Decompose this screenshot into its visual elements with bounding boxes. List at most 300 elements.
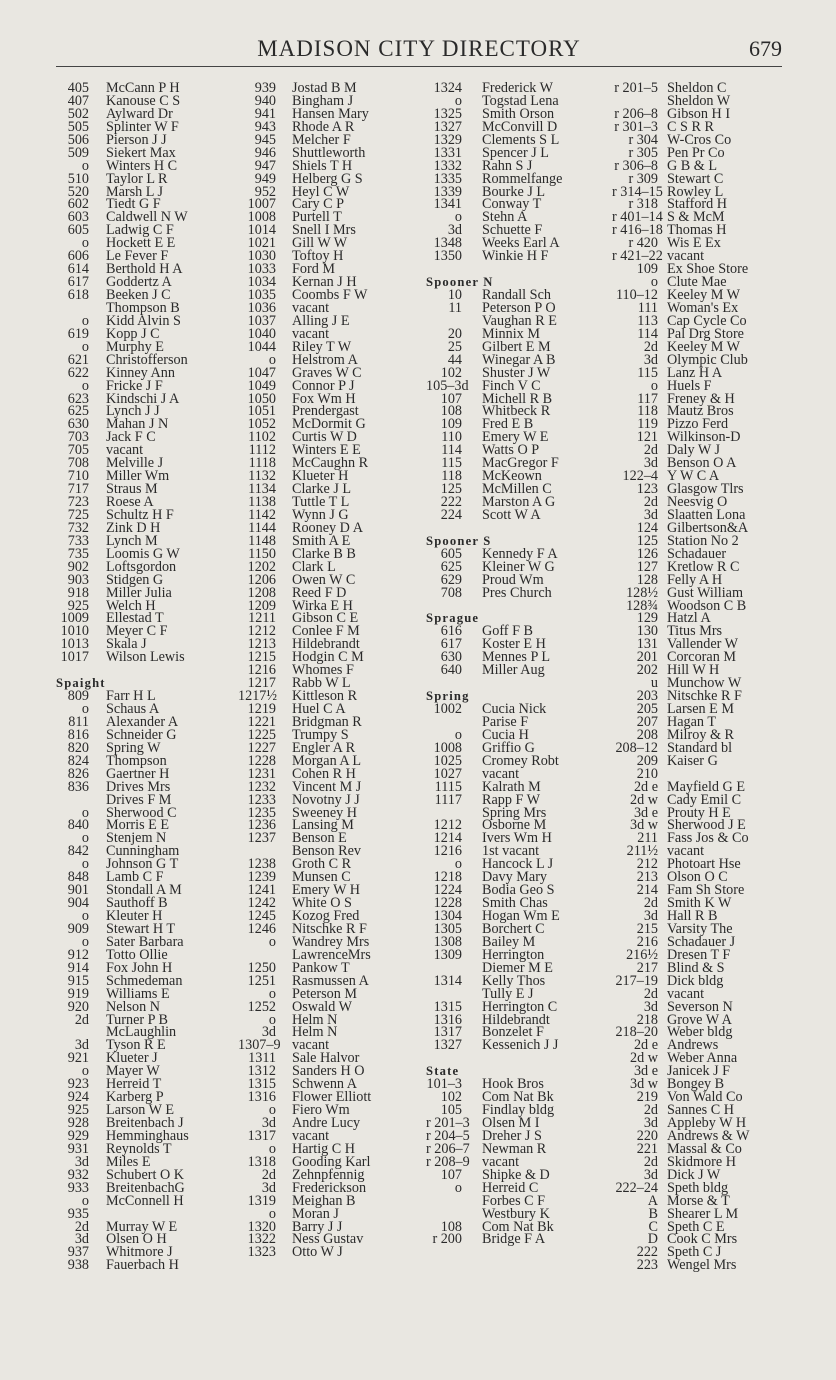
resident-name: Rhode A R (292, 118, 355, 135)
resident-name: Freney & H (667, 390, 735, 407)
house-number: 840 (67, 817, 89, 834)
resident-name: Cucia Nick (482, 701, 547, 717)
house-number: o (268, 985, 276, 1002)
house-number: 1228 (247, 752, 276, 769)
resident-name: Alexander A (106, 713, 179, 730)
resident-name: Groth C R (292, 856, 352, 873)
house-number: 1317 (247, 1127, 276, 1144)
resident-name: Keeley M W (667, 287, 741, 303)
resident-name: Spring Mrs (482, 804, 547, 821)
house-number: 114 (637, 325, 658, 342)
resident-name: Cary C P (292, 196, 345, 213)
house-number: 3d (643, 455, 658, 472)
house-number: o (81, 1063, 89, 1080)
house-number: 1317 (433, 1024, 462, 1041)
resident-name: Le Fever F (106, 248, 169, 265)
resident-name: Curtis W D (292, 429, 357, 446)
house-number: 921 (67, 1050, 89, 1067)
house-number: o (81, 338, 89, 355)
resident-name: Farr H L (106, 688, 156, 705)
resident-name: Aylward Dr (106, 105, 173, 122)
house-number: 623 (67, 390, 89, 407)
resident-name: Meighan B (292, 1192, 356, 1209)
house-number: 1010 (60, 623, 89, 640)
resident-name: vacant (292, 299, 330, 316)
directory-entry (426, 1039, 612, 1052)
resident-name: Meyer C F (106, 623, 168, 640)
house-number: r 301–3 (614, 118, 658, 135)
house-number: 1040 (247, 325, 276, 342)
house-number: 1117 (434, 791, 462, 808)
resident-name: Fox John H (106, 959, 173, 976)
resident-name: Kindschi J A (106, 390, 180, 407)
resident-name: W-Cros Co (667, 131, 732, 148)
resident-name: Cromey Robt (482, 752, 559, 769)
resident-name: Williams E (106, 985, 170, 1002)
house-number: 217 (636, 959, 658, 976)
resident-name: Clute Mae (667, 274, 727, 291)
house-number: o (650, 377, 658, 394)
house-number: 1036 (247, 299, 276, 316)
resident-name: vacant (292, 325, 330, 342)
resident-name: Hemminghaus (106, 1127, 189, 1144)
house-number: 1033 (247, 261, 276, 278)
resident-name: Benson Rev (292, 843, 361, 860)
house-number: 1332 (433, 157, 462, 174)
resident-name: Tyson R E (106, 1037, 166, 1054)
resident-name: Otto W J (292, 1244, 343, 1261)
resident-name: Fricke J F (106, 377, 163, 394)
house-number: r 318 (628, 196, 658, 213)
resident-name: vacant (106, 442, 144, 459)
resident-name: Sherwood J E (667, 817, 746, 834)
house-number: 1214 (433, 830, 462, 847)
house-number: 826 (67, 765, 89, 782)
house-number: 107 (440, 390, 462, 407)
house-number: o (454, 1179, 462, 1196)
house-number: 1025 (433, 752, 462, 769)
house-number: 216 (636, 933, 658, 950)
house-number: 617 (67, 274, 89, 291)
resident-name: Kernan J H (292, 274, 357, 291)
house-number: 131 (636, 636, 658, 653)
directory-column-2 (238, 82, 426, 1259)
resident-name: Zink D H (106, 519, 161, 536)
resident-name: Newman R (482, 1140, 547, 1157)
house-number: 1047 (247, 364, 276, 381)
resident-name: Olsen O H (106, 1231, 167, 1248)
resident-name: Speth C J (667, 1244, 722, 1261)
resident-name: Mautz Bros (667, 403, 734, 420)
house-number: 903 (67, 571, 89, 588)
resident-name: Speth C E (667, 1218, 725, 1235)
resident-name: Barry J J (292, 1218, 343, 1235)
house-number: 703 (67, 429, 89, 446)
resident-name: Borchert C (482, 920, 545, 937)
house-number: 1237 (247, 830, 276, 847)
resident-name: Thompson B (106, 299, 180, 316)
resident-name: Cucia H (482, 726, 529, 743)
resident-name: Welch H (106, 597, 156, 614)
house-number: 1002 (433, 701, 462, 717)
house-number: 1134 (248, 481, 276, 498)
resident-name: Dresen T F (667, 946, 731, 963)
resident-name: Ellestad T (106, 610, 164, 627)
resident-name: Randall Sch (482, 287, 551, 303)
resident-name: Schultz H F (106, 506, 174, 523)
resident-name: Kozog Fred (292, 908, 360, 924)
house-number: 809 (67, 688, 89, 705)
page-header (56, 36, 782, 68)
resident-name: Clarke J L (292, 481, 352, 498)
resident-name: Klueter H (292, 468, 349, 485)
resident-name: Fauerbach H (106, 1257, 179, 1274)
house-number: 1323 (247, 1244, 276, 1261)
resident-name: Ness Gustav (292, 1231, 364, 1248)
resident-name: vacant (667, 985, 705, 1002)
resident-name: McConvill D (482, 118, 558, 135)
resident-name: Fam Sh Store (667, 882, 745, 899)
resident-name: vacant (292, 1037, 330, 1054)
resident-name: Wilson Lewis (106, 649, 185, 666)
resident-name: Hildebrandt (292, 636, 360, 653)
directory-column-4 (612, 82, 782, 1272)
house-number: 945 (254, 131, 276, 148)
house-number: 616 (440, 623, 462, 640)
house-number: 909 (67, 920, 89, 937)
resident-name: Siekert Max (106, 144, 176, 161)
house-number: 3d (643, 908, 658, 924)
resident-name: Whitmore J (106, 1244, 173, 1261)
resident-name: MacGregor F (482, 455, 559, 472)
house-number: 842 (67, 843, 89, 860)
house-number: 121 (636, 429, 658, 446)
house-number: 101–3 (426, 1076, 462, 1093)
resident-name: Helberg G S (292, 170, 363, 187)
resident-name: Fox Wm H (292, 390, 356, 407)
house-number: 211½ (626, 843, 658, 860)
resident-name: Kaiser G (667, 752, 718, 769)
resident-name: Sheldon C (667, 80, 727, 96)
resident-name: Schmedeman (106, 972, 183, 989)
resident-name: Skidmore H (667, 1153, 736, 1170)
house-number: 109 (440, 416, 462, 433)
resident-name: Vallender W (667, 636, 739, 653)
house-number: 1316 (247, 1089, 276, 1106)
resident-name: Smith Chas (482, 895, 548, 912)
directory-entry (426, 664, 612, 677)
house-number: 1013 (60, 636, 89, 653)
resident-name: Coombs F W (292, 287, 368, 303)
resident-name: Helm N (292, 1011, 338, 1028)
resident-name: Miles E (106, 1153, 151, 1170)
resident-name: Engler A R (292, 739, 356, 756)
house-number: 207 (636, 713, 658, 730)
resident-name: Weber Anna (667, 1050, 738, 1067)
resident-name: Bourke J L (482, 183, 546, 200)
resident-name: Bailey M (482, 933, 536, 950)
house-number: 2d (643, 1102, 658, 1119)
house-number: 2d (643, 1153, 658, 1170)
house-number: 919 (67, 985, 89, 1002)
house-number: o (81, 933, 89, 950)
house-number: 941 (254, 105, 276, 122)
resident-name: Shiels T H (292, 157, 353, 174)
resident-name: Nitschke R F (292, 920, 367, 937)
resident-name: Dick bldg (667, 972, 724, 989)
resident-name: Peterson M (292, 985, 358, 1002)
house-number: 1308 (433, 933, 462, 950)
resident-name: Herreid C (482, 1179, 539, 1196)
resident-name: Shuster J W (482, 364, 551, 381)
resident-name: S & McM (667, 209, 725, 226)
house-number: 1217 (247, 675, 276, 692)
house-number: o (81, 908, 89, 924)
resident-name: Vincent M J (292, 778, 362, 795)
house-number: 618 (67, 287, 89, 303)
resident-name: LawrenceMrs (292, 946, 371, 963)
resident-name: Reynolds T (106, 1140, 172, 1157)
resident-name: Schwenn A (292, 1076, 358, 1093)
house-number: 1221 (247, 713, 276, 730)
resident-name: Sweeney H (292, 804, 358, 821)
house-number: r 206–8 (614, 105, 658, 122)
house-number: 1008 (433, 739, 462, 756)
house-number: 1118 (248, 455, 276, 472)
house-number: 210 (636, 765, 658, 782)
house-number: 211 (637, 830, 658, 847)
house-number: 1312 (247, 1063, 276, 1080)
resident-name: Proud Wm (482, 571, 544, 588)
resident-name: Cady Emil C (667, 791, 742, 808)
resident-name: Bridge F A (482, 1231, 546, 1248)
house-number: 1219 (247, 701, 276, 717)
house-number: 1250 (247, 959, 276, 976)
directory-entry (426, 1233, 612, 1246)
resident-name: Novotny J J (292, 791, 360, 808)
resident-name: Photoart Hse (667, 856, 741, 873)
resident-name: Dreher J S (482, 1127, 542, 1144)
house-number: r 421–22 (612, 248, 663, 265)
resident-name: Melville J (106, 455, 164, 472)
resident-name: Grove W A (667, 1011, 732, 1028)
house-number: 820 (67, 739, 89, 756)
resident-name: Com Nat Bk (482, 1218, 554, 1235)
house-number: 128½ (626, 584, 658, 601)
house-number: 902 (67, 558, 89, 575)
resident-name: Westbury K (482, 1205, 550, 1222)
resident-name: Johnson G T (106, 856, 179, 873)
house-number: 1311 (248, 1050, 276, 1067)
house-number: 1327 (433, 118, 462, 135)
resident-name: Winters H C (106, 157, 178, 174)
resident-name: Daly W J (667, 442, 721, 459)
resident-name: Oswald W (292, 998, 353, 1015)
resident-name: vacant (667, 843, 705, 860)
house-number: 126 (636, 545, 658, 562)
resident-name: McMillen C (482, 481, 552, 498)
house-number: 614 (67, 261, 89, 278)
house-number: 218 (636, 1011, 658, 1028)
house-number: 1305 (433, 920, 462, 937)
house-number: 1138 (248, 494, 276, 510)
resident-name: Hansen Mary (292, 105, 369, 122)
house-number: 1132 (248, 468, 276, 485)
resident-name: Osborne M (482, 817, 547, 834)
house-number: 107 (440, 1166, 462, 1183)
house-number: 105–3d (426, 377, 469, 394)
directory-column-1 (56, 82, 231, 1272)
resident-name: Hagan T (667, 713, 716, 730)
house-number: 929 (67, 1127, 89, 1144)
resident-name: Griffio G (482, 739, 535, 756)
house-number: 924 (67, 1089, 89, 1106)
house-number: o (81, 804, 89, 821)
house-number: 1212 (433, 817, 462, 834)
resident-name: Melcher F (292, 131, 351, 148)
house-number: 1217½ (238, 688, 278, 705)
resident-name: Hockett E E (106, 235, 176, 252)
house-number: 506 (67, 131, 89, 148)
house-number: 1150 (248, 545, 276, 562)
house-number: o (81, 157, 89, 174)
resident-name: Finch V C (482, 377, 541, 394)
resident-name: Lanz H A (667, 364, 723, 381)
house-number: 1112 (248, 442, 276, 459)
house-number: 3d (261, 1024, 276, 1041)
resident-name: Gill W W (292, 235, 348, 252)
resident-name: BreitenbachG (106, 1179, 185, 1196)
house-number: o (650, 274, 658, 291)
house-number: 222 (636, 1244, 658, 1261)
resident-name: Andre Lucy (292, 1115, 361, 1131)
resident-name: Marsh L J (106, 183, 164, 200)
house-number: 901 (67, 882, 89, 899)
house-number: r 200 (432, 1231, 462, 1248)
house-number: 2d (643, 338, 658, 355)
directory-entry (426, 584, 612, 601)
resident-name: Prouty H E (667, 804, 731, 821)
house-number: 115 (637, 364, 658, 381)
house-number: 221 (636, 1140, 658, 1157)
house-number: 1030 (247, 248, 276, 265)
house-number: 1008 (247, 209, 276, 226)
resident-name: Glasgow Tlrs (667, 481, 744, 498)
resident-name: Thompson (106, 752, 167, 769)
house-number: 117 (637, 390, 658, 407)
house-number: r 309 (628, 170, 658, 187)
resident-name: Andrews & W (667, 1127, 750, 1144)
house-number: 115 (441, 455, 462, 472)
house-number: 128 (636, 571, 658, 588)
house-number: 717 (67, 481, 89, 498)
resident-name: Rahn S J (482, 157, 533, 174)
house-number: 2d (74, 1218, 89, 1235)
house-number: 202 (636, 662, 658, 679)
resident-name: Thomas H (667, 222, 727, 239)
house-number: 931 (67, 1140, 89, 1157)
house-number: 1325 (433, 105, 462, 122)
house-number: 1017 (60, 649, 89, 666)
resident-name: Felly A H (667, 571, 723, 588)
house-number: 848 (67, 869, 89, 886)
resident-name: Nitschke R F (667, 688, 742, 705)
house-number: 625 (67, 403, 89, 420)
resident-name: Gaertner H (106, 765, 170, 782)
resident-name: Marston A G (482, 494, 556, 510)
resident-name: Lynch J J (106, 403, 160, 420)
resident-name: Hall R B (667, 908, 718, 924)
resident-name: McConnell H (106, 1192, 184, 1209)
house-number: 1211 (248, 610, 276, 627)
house-number: B (648, 1205, 658, 1222)
house-number: 1335 (433, 170, 462, 187)
resident-name: Rommelfange (482, 170, 563, 187)
resident-name: Ladwig C F (106, 222, 174, 239)
house-number: 912 (67, 946, 89, 963)
resident-name: Mennes P L (482, 649, 551, 666)
house-number: 2d e (633, 778, 658, 795)
house-number: 733 (67, 532, 89, 549)
house-number: 1241 (247, 882, 276, 899)
resident-name: Weber bldg (667, 1024, 733, 1041)
house-number: 625 (440, 558, 462, 575)
resident-name: Diemer M E (482, 959, 553, 976)
house-number: 937 (67, 1244, 89, 1261)
resident-name: Hartig C H (292, 1140, 356, 1157)
resident-name: Bonzelet F (482, 1024, 544, 1041)
resident-name: Lamb C F (106, 869, 164, 886)
resident-name: Mayer W (106, 1063, 160, 1080)
resident-name: Hogan Wm E (482, 908, 560, 924)
resident-name: Wengel Mrs (667, 1257, 737, 1274)
resident-name: Schuette F (482, 222, 543, 239)
house-number: 1218 (433, 869, 462, 886)
house-number: 127 (636, 558, 658, 575)
house-number: 212 (636, 856, 658, 873)
house-number: o (81, 235, 89, 252)
house-number: 125 (440, 481, 462, 498)
house-number: 1238 (247, 856, 276, 873)
house-number: 952 (254, 183, 276, 200)
resident-name: Clements S L (482, 131, 560, 148)
resident-name: Herreid T (106, 1076, 162, 1093)
resident-name: Hatzl A (667, 610, 711, 627)
house-number: o (81, 312, 89, 329)
house-number: 1049 (247, 377, 276, 394)
house-number: r 206–7 (426, 1140, 470, 1157)
house-number: 1341 (433, 196, 462, 213)
house-number: 1235 (247, 804, 276, 821)
house-number: C (648, 1218, 658, 1235)
house-number: 1239 (247, 869, 276, 886)
resident-name: vacant (482, 765, 520, 782)
street-heading: Spaight (56, 676, 106, 691)
resident-name: Kleuter H (106, 908, 163, 924)
resident-name: Bingham J (292, 92, 354, 109)
house-number: r 201–5 (614, 80, 658, 96)
house-number: 943 (254, 118, 276, 135)
directory-entry (238, 1246, 426, 1259)
resident-name: Cohen R H (292, 765, 356, 782)
house-number: 2d (643, 494, 658, 510)
resident-name: Turner P B (106, 1011, 169, 1028)
resident-name: Toftoy H (292, 248, 344, 265)
resident-name: Wis E Ex (667, 235, 721, 252)
resident-name: Mayfield G E (667, 778, 746, 795)
house-number: 1319 (247, 1192, 276, 1209)
resident-name: Whitbeck R (482, 403, 551, 420)
